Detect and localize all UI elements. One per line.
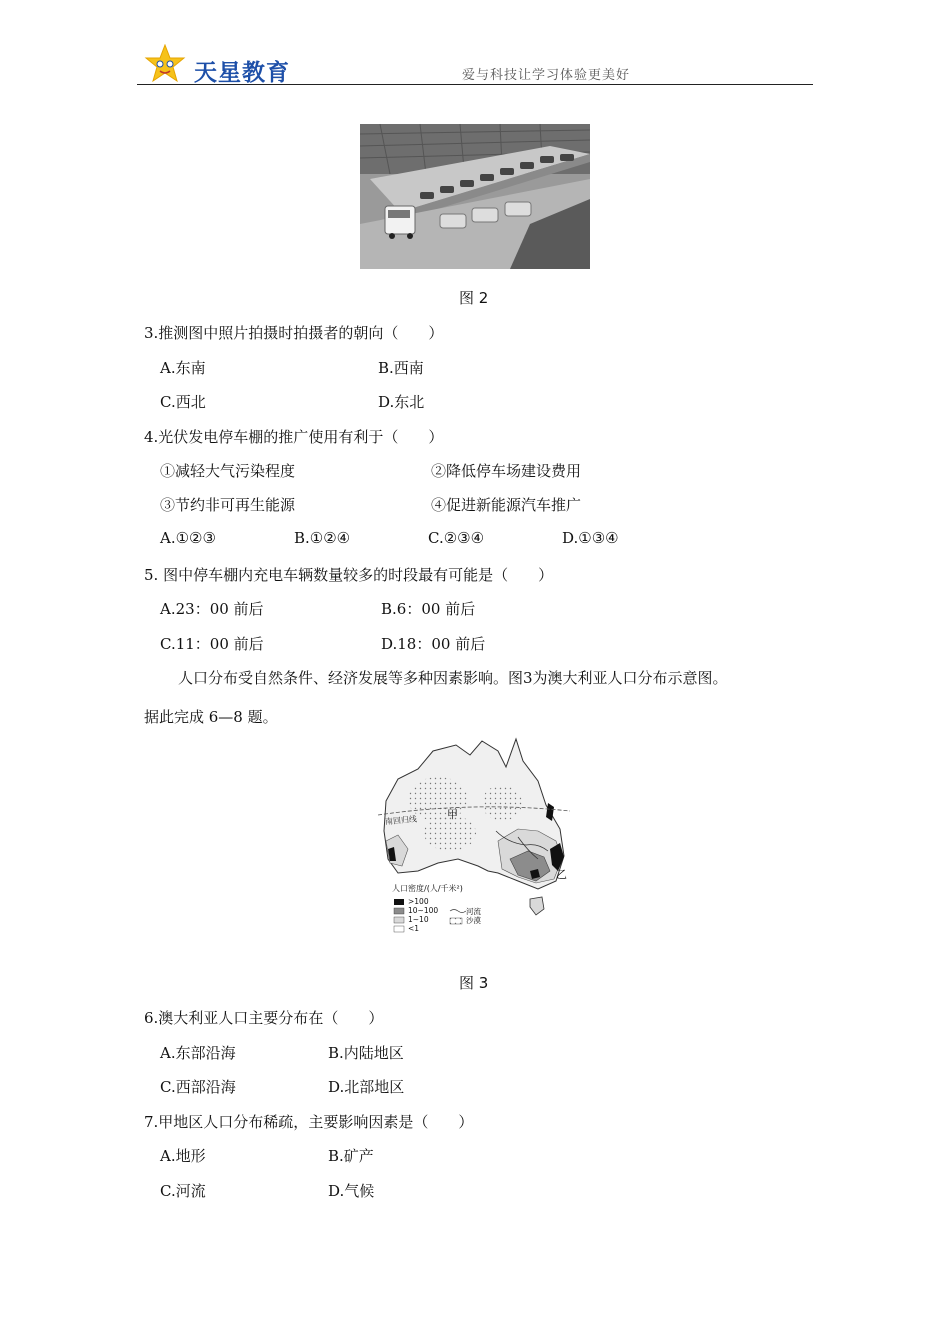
q7-option-c: C.河流 <box>160 1182 206 1200</box>
star-logo-icon <box>144 44 186 84</box>
q6-option-a: A.东部沿海 <box>160 1044 236 1062</box>
desert-legend-icon <box>450 918 462 924</box>
q4-item-4: ④促进新能源汽车推广 <box>431 496 582 514</box>
slogan: 爱与科技让学习体验更美好 <box>462 68 631 83</box>
legend-desert-label: 沙漠 <box>466 916 481 925</box>
legend-item: >100 <box>408 897 429 906</box>
river-legend-icon <box>450 910 466 913</box>
figure-3-caption: 图 3 <box>459 974 489 992</box>
q6-option-d: D.北部地区 <box>328 1078 405 1096</box>
q4-item-1: ①减轻大气污染程度 <box>160 462 296 480</box>
legend-river-label: 河流 <box>466 907 481 916</box>
q4-option-a: A.①②③ <box>160 529 216 547</box>
figure-2-caption: 图 2 <box>459 289 489 307</box>
q5-option-c: C.11：00 前后 <box>160 635 264 653</box>
q6-option-c: C.西部沿海 <box>160 1078 236 1096</box>
question-6-stem: 6.澳大利亚人口主要分布在（ ） <box>144 1009 384 1027</box>
q4-option-d: D.①③④ <box>562 529 619 547</box>
q7-option-b: B.矿产 <box>328 1147 374 1165</box>
brand-name: 天星教育 <box>194 60 290 86</box>
q5-option-d: D.18：00 前后 <box>381 635 486 653</box>
q4-option-c: C.②③④ <box>428 529 485 547</box>
q3-option-b: B.西南 <box>378 359 424 377</box>
q5-option-a: A.23：00 前后 <box>160 600 264 618</box>
q3-option-a: A.东南 <box>160 359 206 377</box>
legend-item: 10~100 <box>408 906 439 915</box>
q6-option-b: B.内陆地区 <box>328 1044 404 1062</box>
question-4-stem: 4.光伏发电停车棚的推广使用有利于（ ） <box>144 428 444 446</box>
legend-labels <box>408 897 438 933</box>
legend-item: <1 <box>408 924 420 933</box>
region-jia-label: 甲 <box>447 808 458 821</box>
region-yi-label: 乙 <box>556 868 567 881</box>
q7-option-a: A.地形 <box>160 1147 206 1165</box>
question-7-stem: 7.甲地区人口分布稀疏，主要影响因素是（ ） <box>144 1113 474 1131</box>
parking-lot-photo <box>360 124 590 269</box>
question-3-stem: 3.推测图中照片拍摄时拍摄者的朝向（ ） <box>144 324 444 342</box>
q5-option-b: B.6：00 前后 <box>381 600 476 618</box>
legend-title: 人口密度/(人/千米²) <box>392 884 463 893</box>
intro-line-1: 人口分布受自然条件、经济发展等多种因素影响。图3为澳大利亚人口分布示意图。 <box>178 669 728 687</box>
q7-option-d: D.气候 <box>328 1182 375 1200</box>
q4-option-b: B.①②④ <box>294 529 351 547</box>
header-divider <box>137 84 813 85</box>
q3-option-d: D.东北 <box>378 393 425 411</box>
tropic-label: 南回归线 <box>384 814 418 827</box>
intro-line-2: 据此完成 6—8 题。 <box>144 708 278 726</box>
legend-symbols <box>466 907 481 925</box>
q4-item-3: ③节约非可再生能源 <box>160 496 296 514</box>
question-5-stem: 5. 图中停车棚内充电车辆数量较多的时段最有可能是（ ） <box>144 566 554 584</box>
q4-item-2: ②降低停车场建设费用 <box>431 462 582 480</box>
q3-option-c: C.西北 <box>160 393 206 411</box>
legend-item: 1~10 <box>408 915 429 924</box>
